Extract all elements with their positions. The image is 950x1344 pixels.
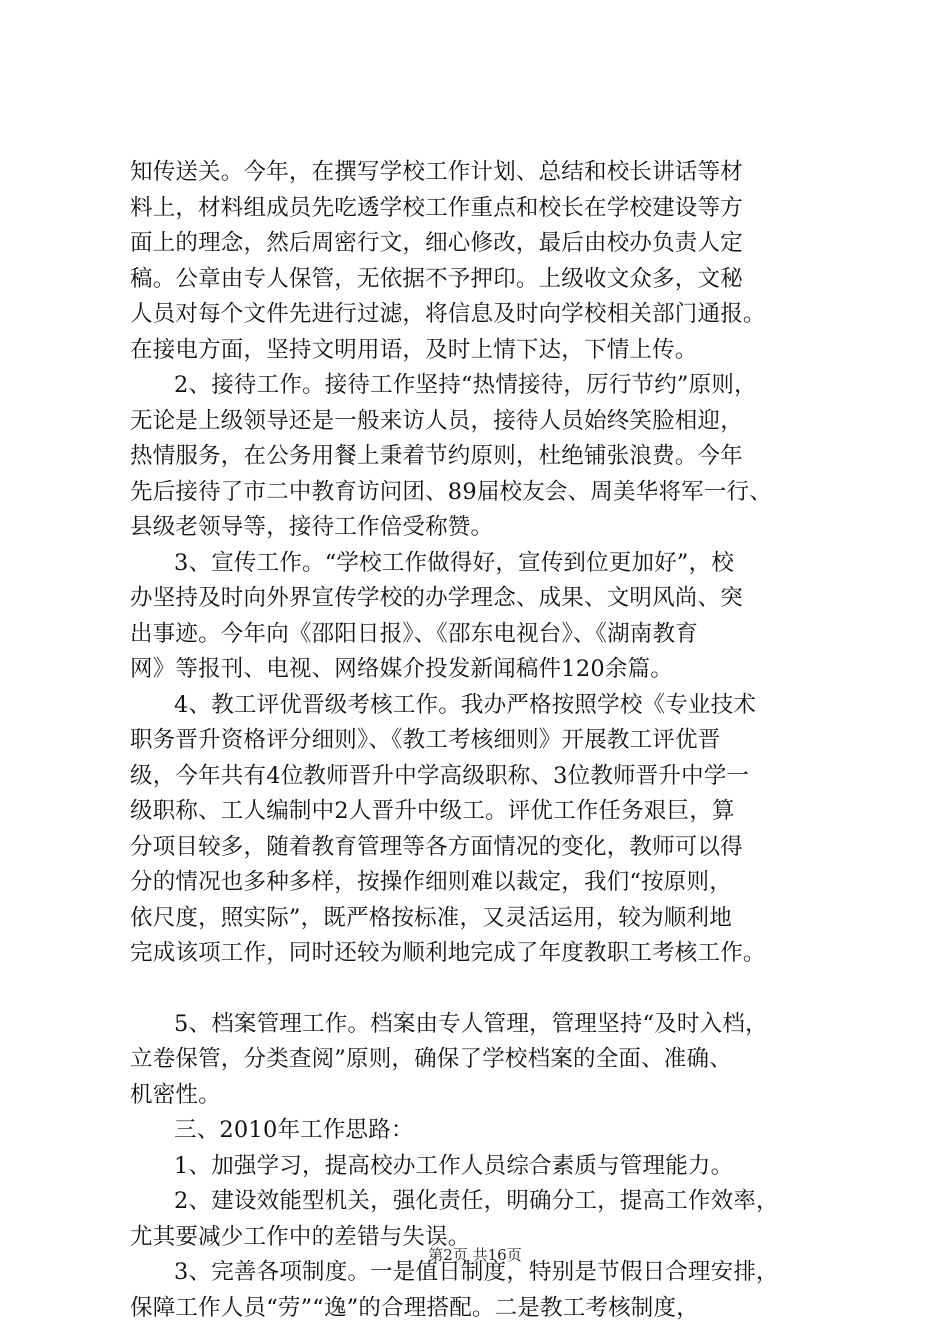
text-line: 面上的理念，然后周密行文，细心修改，最后由校办负责人定 <box>130 230 743 256</box>
text-line: 办坚持及时向外界宣传学校的办学理念、成果、文明风尚、突 <box>130 585 743 611</box>
page-footer: 第2页 共16页 <box>428 1246 522 1264</box>
text-line: 料上，材料组成员先吃透学校工作重点和校长在学校建设等方 <box>130 194 743 221</box>
text-line: 网》等报刊、电视、网络媒介投发新闻稿件120余篇。 <box>130 656 673 682</box>
text-line: 知传送关。今年，在撰写学校工作计划、总结和校长讲话等材 <box>130 159 743 185</box>
text-line: 保障工作人员“劳”“逸”的合理搭配。二是教工考核制度， <box>130 1294 699 1321</box>
text-line: 立卷保管，分类查阅”原则，确保了学校档案的全面、准确、 <box>130 1046 732 1072</box>
text-line: 3、宣传工作。“学校工作做得好，宣传到位更加好”，校 <box>174 549 735 576</box>
text-line: 5、档案管理工作。档案由专人管理，管理坚持“及时入档， <box>174 1010 768 1037</box>
text-line: 分的情况也多种多样，按操作细则难以裁定，我们“按原则， <box>130 869 732 895</box>
text-line: 出事迹。今年向《邵阳日报》、《邵东电视台》、《湖南教育 <box>130 620 698 647</box>
document-body <box>130 155 830 1326</box>
text-line: 稿。公章由专人保管，无依据不予押印。上级收文众多，文秘 <box>130 265 743 292</box>
text-line: 级，今年共有4位教师晋升中学高级职称、3位教师晋升中学一 <box>130 762 750 789</box>
text-line: 人员对每个文件先进行过滤，将信息及时向学校相关部门通报。 <box>130 301 766 327</box>
text-line: 分项目较多，随着教育管理等各方面情况的变化，教师可以得 <box>130 833 743 860</box>
text-line: 在接电方面，坚持文明用语，及时上情下达，下情上传。 <box>130 336 698 363</box>
text-line: 2、接待工作。接待工作坚持“热情接待，厉行节约”原则， <box>174 372 757 398</box>
text-line: 无论是上级领导还是一般来访人员，接待人员始终笑脸相迎， <box>130 407 743 434</box>
text-line: 3、完善各项制度。一是值日制度，特别是节假日合理安排， <box>174 1259 779 1285</box>
text-line: 完成该项工作，同时还较为顺利地完成了年度教职工考核工作。 <box>130 940 766 966</box>
text-line: 热情服务，在公务用餐上秉着节约原则，杜绝铺张浪费。今年 <box>130 443 743 469</box>
text-line: 尤其要减少工作中的差错与失误。 <box>130 1223 471 1250</box>
paragraph-gap <box>130 972 830 1007</box>
text-line: 2、建设效能型机关，强化责任，明确分工，提高工作效率， <box>174 1188 779 1214</box>
text-line: 先后接待了市二中教育访问团、89届校友会、周美华将军一行、 <box>130 478 772 505</box>
text-line: 1、加强学习，提高校办工作人员综合素质与管理能力。 <box>174 1152 734 1179</box>
text-line: 4、教工评优晋级考核工作。我办严格按照学校《专业技术 <box>174 691 757 718</box>
text-line: 职务晋升资格评分细则》、《教工考核细则》开展教工评优晋 <box>130 727 721 753</box>
text-line: 依尺度，照实际”，既严格按标准，又灵活运用，较为顺利地 <box>130 904 732 931</box>
text-line: 县级老领导等，接待工作倍受称赞。 <box>130 514 494 540</box>
text-line: 机密性。 <box>130 1081 221 1108</box>
text-line: 级职称、工人编制中2人晋升中级工。评优工作任务艰巨，算 <box>130 798 735 824</box>
text-line: 三、2010年工作思路： <box>174 1117 414 1143</box>
